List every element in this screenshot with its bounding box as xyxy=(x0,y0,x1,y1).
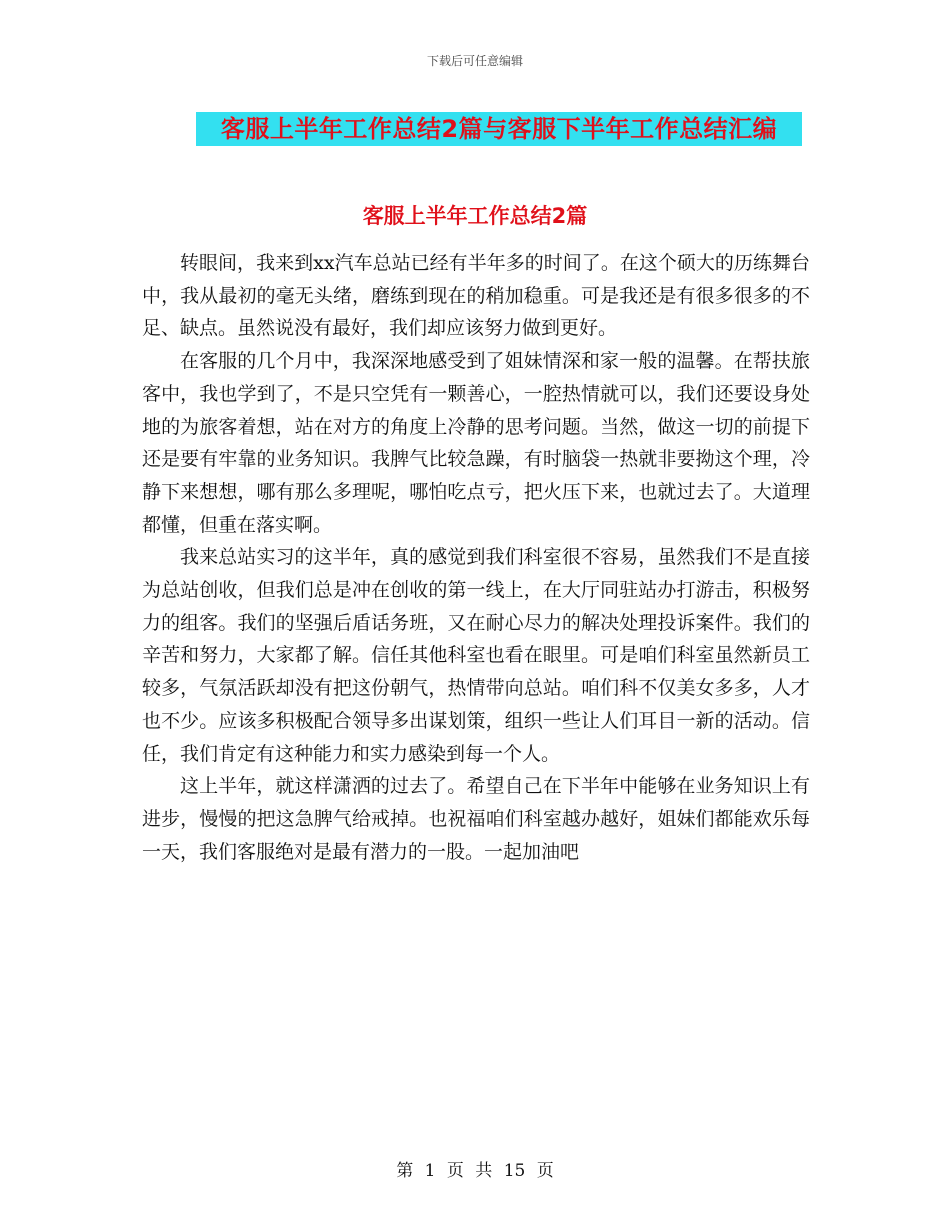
paragraph-4: 这上半年，就这样潇洒的过去了。希望自己在下半年中能够在业务知识上有进步，慢慢的把这急脾气给戒掉。也祝福咱们科室越办越好，姐妹们都能欢乐每一天，我们客服绝对是最有潜力的一股。一起加油吧 xyxy=(142,775,810,863)
paragraph-3: 我来总站实习的这半年，真的感觉到我们科室很不容易，虽然我们不是直接为总站创收，但我们总是冲在创收的第一线上，在大厅同驻站办打游击，积极努力的组客。我们的坚强后盾话务班，又在耐心尽力的解决处理投诉案件。我们的辛苦和努力，大家都了解。信任其他科室也看在眼里。可是咱们科室虽然新员工较多，气氛活跃却没有把这份朝气，热情带向总站。咱们科不仅美女多多，人才也不少。应该多积极配合领导多出谋划策，组织一些让人们耳目一新的活动。信任，我们肯定有这种能力和实力感染到每一个人。 xyxy=(142,546,810,765)
section-title: 客服上半年工作总结2篇 xyxy=(362,204,588,228)
header-note: 下载后可任意编辑 xyxy=(426,54,523,68)
document-body xyxy=(142,247,810,868)
main-title-highlight xyxy=(196,112,802,146)
paragraph-2: 在客服的几个月中，我深深地感受到了姐妹情深和家一般的温馨。在帮扶旅客中，我也学到了，不是只空凭有一颗善心，一腔热情就可以，我们还要设身处地的为旅客着想，站在对方的角度上冷静的思考问题。当然，做这一切的前提下还是要有牢靠的业务知识。我脾气比较急躁，有时脑袋一热就非要拗这个理，冷静下来想想，哪有那么多理呢，哪怕吃点亏，把火压下来，也就过去了。大道理都懂，但重在落实啊。 xyxy=(142,350,810,536)
page-number-footer: 第 1 页 共 15 页 xyxy=(396,1161,554,1181)
paragraph-1: 转眼间，我来到xx汽车总站已经有半年多的时间了。在这个硕大的历练舞台中，我从最初的毫无头绪，磨练到现在的稍加稳重。可是我还是有很多很多的不足、缺点。虽然说没有最好，我们却应该努力做到更好。 xyxy=(142,252,810,340)
main-title: 客服上半年工作总结2篇与客服下半年工作总结汇编 xyxy=(220,115,778,143)
